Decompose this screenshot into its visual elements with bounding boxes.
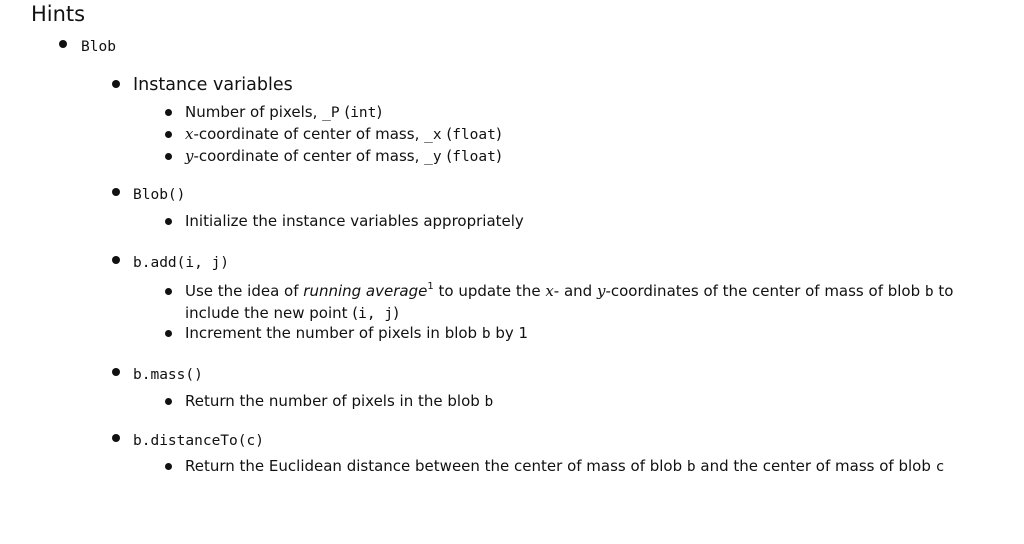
bullet-icon	[112, 434, 120, 442]
section-heading-mass: b.mass()	[133, 367, 203, 383]
bullet-icon	[112, 256, 120, 264]
list-item-return-distance: Return the Euclidean distance between the center of mass of blob b and the center of mass of blob c	[185, 457, 945, 475]
list-item-pixels: Number of pixels, _P (int)	[185, 103, 383, 121]
bullet-icon	[165, 218, 172, 225]
bullet-icon	[165, 109, 172, 116]
bullet-icon	[165, 131, 172, 138]
bullet-icon	[112, 80, 120, 88]
top-item-blob: Blob	[81, 39, 116, 55]
list-item-initialize: Initialize the instance variables appropriately	[185, 212, 524, 230]
bullet-icon	[112, 368, 120, 376]
list-item-y-coordinate: y-coordinate of center of mass, _y (float)	[185, 147, 502, 165]
list-item-x-coordinate: x-coordinate of center of mass, _x (float)	[185, 125, 502, 143]
list-item-running-average: Use the idea of running average$^1$ to update the x- and y-coordinates of the center of mass of blob b to include the new point (i, j)	[185, 281, 954, 322]
bullet-icon	[165, 330, 172, 337]
bullet-icon	[165, 288, 172, 295]
section-heading-add: b.add(i, j)	[133, 255, 230, 271]
bullet-icon	[165, 398, 172, 405]
slide-title: Hints	[31, 2, 86, 26]
bullet-icon	[112, 188, 120, 196]
section-heading-distance: b.distanceTo(c)	[133, 433, 264, 449]
bullet-icon	[165, 463, 172, 470]
list-item-increment: Increment the number of pixels in blob b by 1	[185, 324, 529, 342]
section-heading-constructor: Blob()	[133, 187, 186, 203]
bullet-icon	[165, 153, 172, 160]
bullet-icon	[59, 40, 67, 48]
section-heading-instance-variables: Instance variables	[133, 75, 293, 95]
list-item-return-mass: Return the number of pixels in the blob b	[185, 392, 494, 410]
